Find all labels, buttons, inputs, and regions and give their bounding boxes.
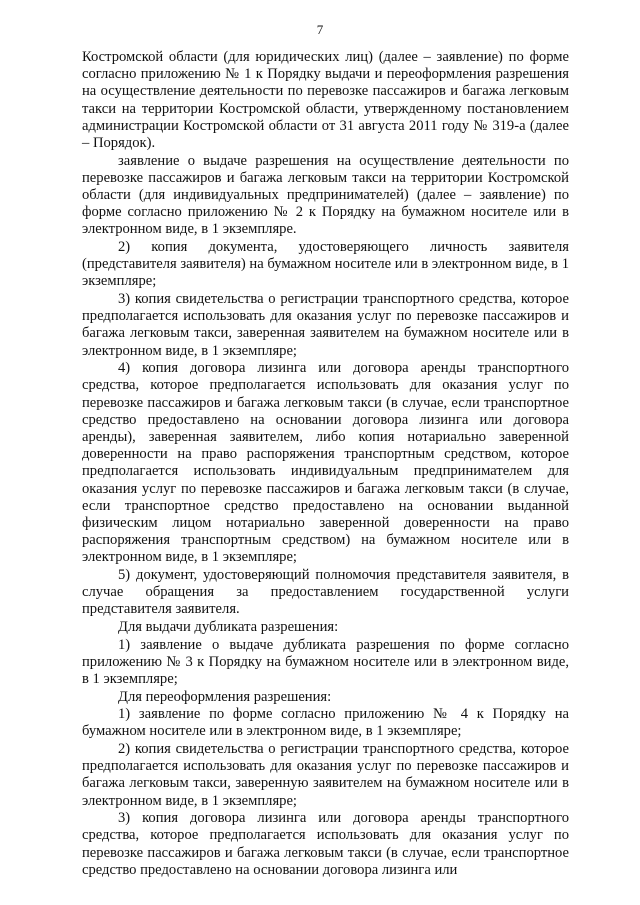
paragraph-1: Костромской области (для юридических лиц) (далее – заявление) по форме согласно приложению № 1 к Порядку выдачи и переоформления разрешения на осуществление деятельности по перевозке пассажиров и багажа легковым такси на территории Костромской области, утвержденному постановлением администрации Костромской области от 31 августа 2011 году № 319-а (далее – Порядок). xyxy=(82,49,569,152)
paragraph-2: заявление о выдаче разрешения на осуществление деятельности по перевозке пассажиров и багажа легковым такси на территории Костромской области (для индивидуальных предпринимателей) (далее – заявление) по форме согласно приложению № 2 к Порядку на бумажном носителе или в электронном виде, в 1 экземпляре. xyxy=(82,152,569,238)
paragraph-5: 4) копия договора лизинга или договора аренды транспортного средства, которое предполагается использовать для оказания услуг по перевозке пассажиров и багажа легковым такси (в случае, если транспортное средство предоставлено на основании договора лизинга или договора аренды), заверенная заявителем, либо копия нотариально заверенной доверенности на право распоряжения транспортным средством, которое предполагается использовать индивидуальным предпринимателем для оказания услуг по перевозке пассажиров и багажа легковым такси (в случае, если транспортное средство предоставлено на основании выданной физическим лицом нотариально заверенной доверенности на право распоряжения транспортным средством) на бумажном носителе или в электронном виде, в 1 экземпляре; xyxy=(82,360,569,566)
paragraph-12: 3) копия договора лизинга или договора аренды транспортного средства, которое предполагается использовать для оказания услуг по перевозке пассажиров и багажа легковым такси (в случае, если транспортное средство предоставлено на основании договора лизинга или xyxy=(82,810,569,878)
page-number: 7 xyxy=(316,22,324,37)
paragraph-3: 2) копия документа, удостоверяющего личность заявителя (представителя заявителя) на бумажном носителе или в электронном виде, в 1 экземпляре; xyxy=(82,239,569,290)
paragraph-10: 1) заявление по форме согласно приложению № 4 к Порядку на бумажном носителе или в электронном виде, в 1 экземпляре; xyxy=(82,706,569,740)
paragraph-11: 2) копия свидетельства о регистрации транспортного средства, которое предполагается использовать для оказания услуг по перевозке пассажиров и багажа легковым такси, заверенную заявителем на бумажном носителе или в электронном виде, в 1 экземпляре; xyxy=(82,741,569,809)
paragraph-4: 3) копия свидетельства о регистрации транспортного средства, которое предполагается использовать для оказания услуг по перевозке пассажиров и багажа легковым такси, заверенная заявителем на бумажном носителе или в электронном виде, в 1 экземпляре; xyxy=(82,291,569,359)
paragraph-9: Для переоформления разрешения: xyxy=(118,688,332,705)
paragraph-6: 5) документ, удостоверяющий полномочия представителя заявителя, в случае обращения за предоставлением государственной услуги представителя заявителя. xyxy=(82,567,569,618)
document-body xyxy=(82,49,569,879)
paragraph-7: Для выдачи дубликата разрешения: xyxy=(118,619,339,636)
paragraph-8: 1) заявление о выдаче дубликата разрешения по форме согласно приложению № 3 к Порядку на бумажном носителе или в электронном виде, в 1 экземпляре; xyxy=(82,636,569,688)
